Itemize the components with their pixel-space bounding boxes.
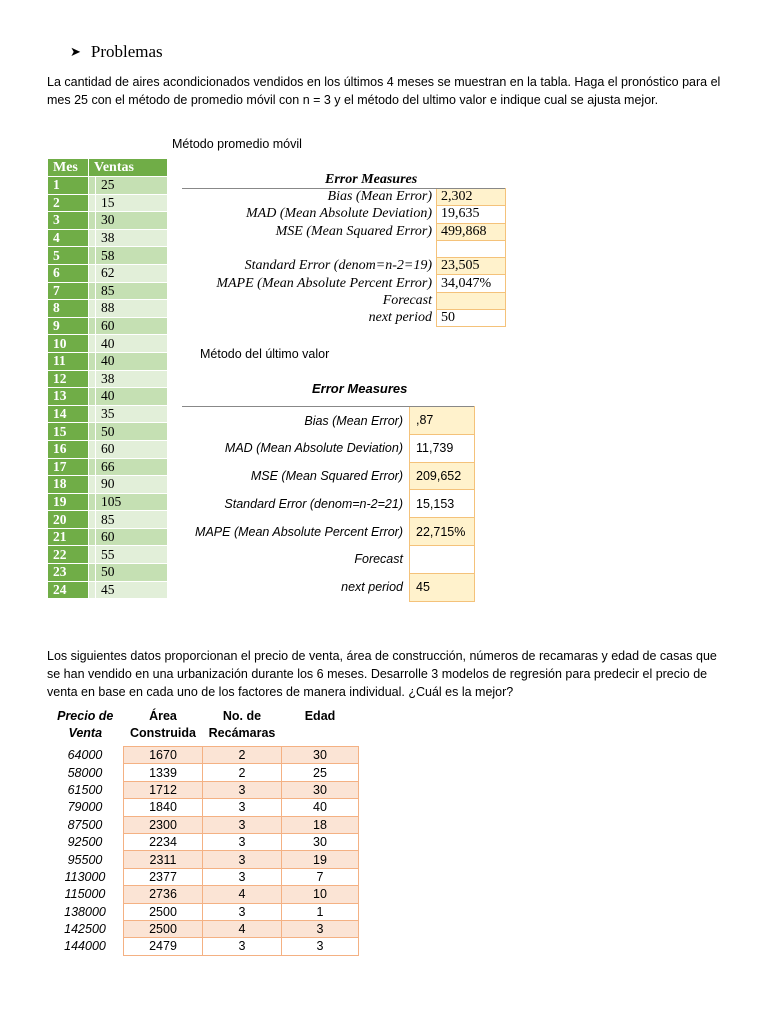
error-measure-row [182, 434, 475, 462]
spacer-cell [89, 317, 96, 335]
house-row [47, 764, 359, 781]
sales-row [48, 564, 168, 582]
mes-cell: 1 [48, 177, 89, 195]
mes-cell: 20 [48, 511, 89, 529]
sales-row [48, 352, 168, 370]
measure-value: 45 [410, 573, 475, 601]
method-2-title: Método del último valor [200, 347, 330, 361]
area-cell: 2234 [124, 833, 203, 850]
spacer-cell [89, 352, 96, 370]
measure-label: MSE (Mean Squared Error) [250, 468, 403, 483]
measure-label: next period [341, 580, 403, 595]
ventas-cell: 30 [96, 212, 168, 230]
error-measure-row [182, 292, 506, 309]
sales-row [48, 177, 168, 195]
house-row [47, 747, 359, 764]
measure-label: MAPE (Mean Absolute Percent Error) [216, 275, 432, 291]
mes-cell: 14 [48, 405, 89, 423]
header-mes: Mes [48, 159, 89, 177]
area-cell: 2736 [124, 886, 203, 903]
edad-cell: 30 [282, 781, 359, 798]
measure-label: Standard Error (denom=n-2=19) [244, 258, 432, 274]
measure-label: MAD (Mean Absolute Deviation) [224, 441, 403, 456]
sales-row [48, 335, 168, 353]
recamaras-cell: 4 [203, 920, 282, 937]
area-cell: 2500 [124, 920, 203, 937]
edad-cell: 30 [282, 747, 359, 764]
house-row [47, 938, 359, 955]
header-precio: Precio de Venta [57, 709, 114, 740]
mes-cell: 6 [48, 264, 89, 282]
sales-row [48, 317, 168, 335]
spacer-cell [89, 564, 96, 582]
precio-cell: 142500 [64, 922, 106, 937]
ventas-cell: 60 [96, 317, 168, 335]
precio-cell: 92500 [67, 835, 103, 850]
edad-cell: 30 [282, 833, 359, 850]
measure-label: Forecast [354, 552, 403, 567]
ventas-cell: 45 [96, 581, 168, 599]
ventas-cell: 50 [96, 423, 168, 441]
precio-cell: 113000 [64, 869, 106, 884]
area-cell: 2311 [124, 851, 203, 868]
sales-row [48, 440, 168, 458]
house-row [47, 781, 359, 798]
sales-row [48, 458, 168, 476]
sales-row [48, 229, 168, 247]
sales-table [47, 158, 168, 599]
mes-cell: 19 [48, 493, 89, 511]
error-measure-row [182, 310, 506, 327]
recamaras-cell: 3 [203, 903, 282, 920]
area-cell: 2479 [124, 938, 203, 955]
house-row [47, 920, 359, 937]
spacer-cell [89, 370, 96, 388]
measure-value [437, 292, 506, 309]
mes-cell: 18 [48, 476, 89, 494]
mes-cell: 15 [48, 423, 89, 441]
recamaras-cell: 3 [203, 799, 282, 816]
mes-cell: 22 [48, 546, 89, 564]
recamaras-cell: 3 [203, 816, 282, 833]
measure-label: Forecast [382, 292, 432, 308]
error-measures-1-title: Error Measures [325, 172, 418, 187]
sales-row [48, 370, 168, 388]
measure-value: 209,652 [410, 462, 475, 490]
sales-row [48, 212, 168, 230]
error-measure-row [182, 518, 475, 546]
area-cell: 1670 [124, 747, 203, 764]
mes-cell: 10 [48, 335, 89, 353]
spacer-cell [89, 458, 96, 476]
edad-cell: 19 [282, 851, 359, 868]
ventas-cell: 15 [96, 194, 168, 212]
measure-value: 499,868 [437, 223, 506, 240]
mes-cell: 4 [48, 229, 89, 247]
measure-label: Bias (Mean Error) [182, 407, 410, 435]
error-measure-row [182, 545, 475, 573]
recamaras-cell: 2 [203, 764, 282, 781]
spacer-cell [89, 335, 96, 353]
sales-row [48, 511, 168, 529]
measure-label: Bias (Mean Error) [182, 189, 437, 206]
measure-value: 22,715% [410, 518, 475, 546]
sales-row [48, 300, 168, 318]
sales-row [48, 264, 168, 282]
error-measure-row [182, 258, 506, 275]
spacer-cell [89, 247, 96, 265]
sales-row [48, 546, 168, 564]
area-cell: 1339 [124, 764, 203, 781]
measure-value [410, 545, 475, 573]
measure-value: 50 [437, 310, 506, 327]
ventas-cell: 60 [96, 528, 168, 546]
spacer-cell [89, 528, 96, 546]
measure-value [437, 240, 506, 257]
precio-cell: 95500 [67, 852, 103, 867]
error-measure-row [182, 407, 475, 435]
sales-row [48, 581, 168, 599]
mes-cell: 2 [48, 194, 89, 212]
recamaras-cell: 3 [203, 781, 282, 798]
spacer-cell [89, 300, 96, 318]
spacer-cell [89, 493, 96, 511]
error-measure-row [182, 240, 506, 257]
house-row [47, 868, 359, 885]
error-measures-1-table [182, 188, 506, 327]
ventas-cell: 40 [96, 352, 168, 370]
precio-cell: 64000 [67, 748, 103, 763]
precio-cell: 138000 [64, 904, 106, 919]
measure-label [182, 240, 437, 257]
spacer-cell [89, 476, 96, 494]
sales-row [48, 405, 168, 423]
precio-cell: 87500 [67, 817, 103, 832]
sales-row [48, 476, 168, 494]
edad-cell: 25 [282, 764, 359, 781]
ventas-cell: 105 [96, 493, 168, 511]
mes-cell: 16 [48, 440, 89, 458]
edad-cell: 3 [282, 938, 359, 955]
measure-label: Standard Error (denom=n-2=21) [224, 496, 403, 511]
spacer-cell [89, 177, 96, 195]
houses-header-row [47, 708, 359, 747]
spacer-cell [89, 581, 96, 599]
arrow-bullet-icon: ➤ [70, 44, 81, 59]
area-cell: 2300 [124, 816, 203, 833]
sales-row [48, 388, 168, 406]
heading-text: Problemas [90, 42, 163, 61]
recamaras-cell: 3 [203, 938, 282, 955]
header-area: Área Construida [130, 709, 196, 740]
sales-header-row [48, 159, 168, 177]
sales-row [48, 493, 168, 511]
sales-row [48, 194, 168, 212]
house-row [47, 851, 359, 868]
ventas-cell: 40 [96, 335, 168, 353]
precio-cell: 61500 [67, 782, 103, 797]
error-measure-row [182, 189, 506, 206]
mes-cell: 8 [48, 300, 89, 318]
area-cell: 2377 [124, 868, 203, 885]
ventas-cell: 55 [96, 546, 168, 564]
error-measure-row [182, 490, 475, 518]
edad-cell: 10 [282, 886, 359, 903]
house-row [47, 833, 359, 850]
measure-value: 34,047% [437, 275, 506, 292]
header-ventas: Ventas [89, 159, 168, 177]
method-1-title: Método promedio móvil [172, 137, 302, 151]
measure-label: MAD (Mean Absolute Deviation) [246, 206, 432, 222]
ventas-cell: 58 [96, 247, 168, 265]
ventas-cell: 40 [96, 388, 168, 406]
error-measure-row [182, 573, 475, 601]
edad-cell: 7 [282, 868, 359, 885]
spacer-cell [89, 405, 96, 423]
ventas-cell: 90 [96, 476, 168, 494]
spacer-cell [89, 282, 96, 300]
precio-cell: 58000 [67, 765, 103, 780]
ventas-cell: 35 [96, 405, 168, 423]
mes-cell: 9 [48, 317, 89, 335]
edad-cell: 3 [282, 920, 359, 937]
header-edad: Edad [304, 709, 336, 723]
measure-value: 19,635 [437, 206, 506, 223]
mes-cell: 3 [48, 212, 89, 230]
ventas-cell: 66 [96, 458, 168, 476]
measure-value: 15,153 [410, 490, 475, 518]
mes-cell: 23 [48, 564, 89, 582]
error-measure-row [182, 223, 506, 240]
ventas-cell: 85 [96, 282, 168, 300]
spacer-cell [89, 264, 96, 282]
house-row [47, 816, 359, 833]
edad-cell: 1 [282, 903, 359, 920]
recamaras-cell: 3 [203, 868, 282, 885]
precio-cell: 115000 [64, 887, 106, 902]
mes-cell: 11 [48, 352, 89, 370]
sales-row [48, 247, 168, 265]
spacer-cell [89, 423, 96, 441]
ventas-cell: 60 [96, 440, 168, 458]
measure-label: MSE (Mean Squared Error) [275, 223, 432, 239]
house-row [47, 799, 359, 816]
recamaras-cell: 3 [203, 851, 282, 868]
house-row [47, 886, 359, 903]
error-measure-row [182, 462, 475, 490]
error-measures-2-table [182, 406, 475, 602]
sales-row [48, 423, 168, 441]
header-recamaras: No. de Recámaras [208, 709, 276, 740]
ventas-cell: 38 [96, 370, 168, 388]
mes-cell: 24 [48, 581, 89, 599]
mes-cell: 21 [48, 528, 89, 546]
spacer-cell [89, 388, 96, 406]
mes-cell: 5 [48, 247, 89, 265]
ventas-cell: 88 [96, 300, 168, 318]
precio-cell: 79000 [67, 800, 103, 815]
measure-label: MAPE (Mean Absolute Percent Error) [195, 524, 403, 539]
mes-cell: 13 [48, 388, 89, 406]
houses-table [47, 708, 359, 956]
spacer-cell [89, 546, 96, 564]
recamaras-cell: 2 [203, 747, 282, 764]
spacer-cell [89, 229, 96, 247]
ventas-cell: 50 [96, 564, 168, 582]
area-cell: 2500 [124, 903, 203, 920]
area-cell: 1712 [124, 781, 203, 798]
recamaras-cell: 3 [203, 833, 282, 850]
edad-cell: 18 [282, 816, 359, 833]
spacer-cell [89, 194, 96, 212]
edad-cell: 40 [282, 799, 359, 816]
section-heading [70, 42, 163, 62]
mes-cell: 12 [48, 370, 89, 388]
measure-value: ,87 [410, 407, 475, 435]
error-measures-2-title: Error Measures [312, 381, 408, 396]
mes-cell: 17 [48, 458, 89, 476]
precio-cell: 144000 [64, 939, 106, 954]
ventas-cell: 85 [96, 511, 168, 529]
problem-2-text: Los siguientes datos proporcionan el precio de venta, área de construcción, números de recamaras y edad de casas que se han vendido en una urbanización durante los 6 meses. Desarrolle 3 modelos de regresión para predecir el precio de venta en base en cada uno de los factores de manera individual. ¿Cuál es la mejor? [47, 649, 717, 699]
measure-label: next period [368, 310, 432, 326]
measure-value: 23,505 [437, 258, 506, 275]
error-measure-row [182, 275, 506, 292]
measure-value: 11,739 [410, 434, 475, 462]
house-row [47, 903, 359, 920]
spacer-cell [89, 212, 96, 230]
mes-cell: 7 [48, 282, 89, 300]
recamaras-cell: 4 [203, 886, 282, 903]
spacer-cell [89, 440, 96, 458]
error-measure-row [182, 206, 506, 223]
ventas-cell: 25 [96, 177, 168, 195]
area-cell: 1840 [124, 799, 203, 816]
ventas-cell: 38 [96, 229, 168, 247]
problem-1-text: La cantidad de aires acondicionados vendidos en los últimos 4 meses se muestran en la tabla. Haga el pronóstico para el mes 25 con el método de promedio móvil con n = 3 y el método del ultimo valor e indique cual se ajusta mejor. [47, 75, 721, 107]
measure-value: 2,302 [437, 189, 506, 206]
sales-row [48, 282, 168, 300]
sales-row [48, 528, 168, 546]
ventas-cell: 62 [96, 264, 168, 282]
spacer-cell [89, 511, 96, 529]
